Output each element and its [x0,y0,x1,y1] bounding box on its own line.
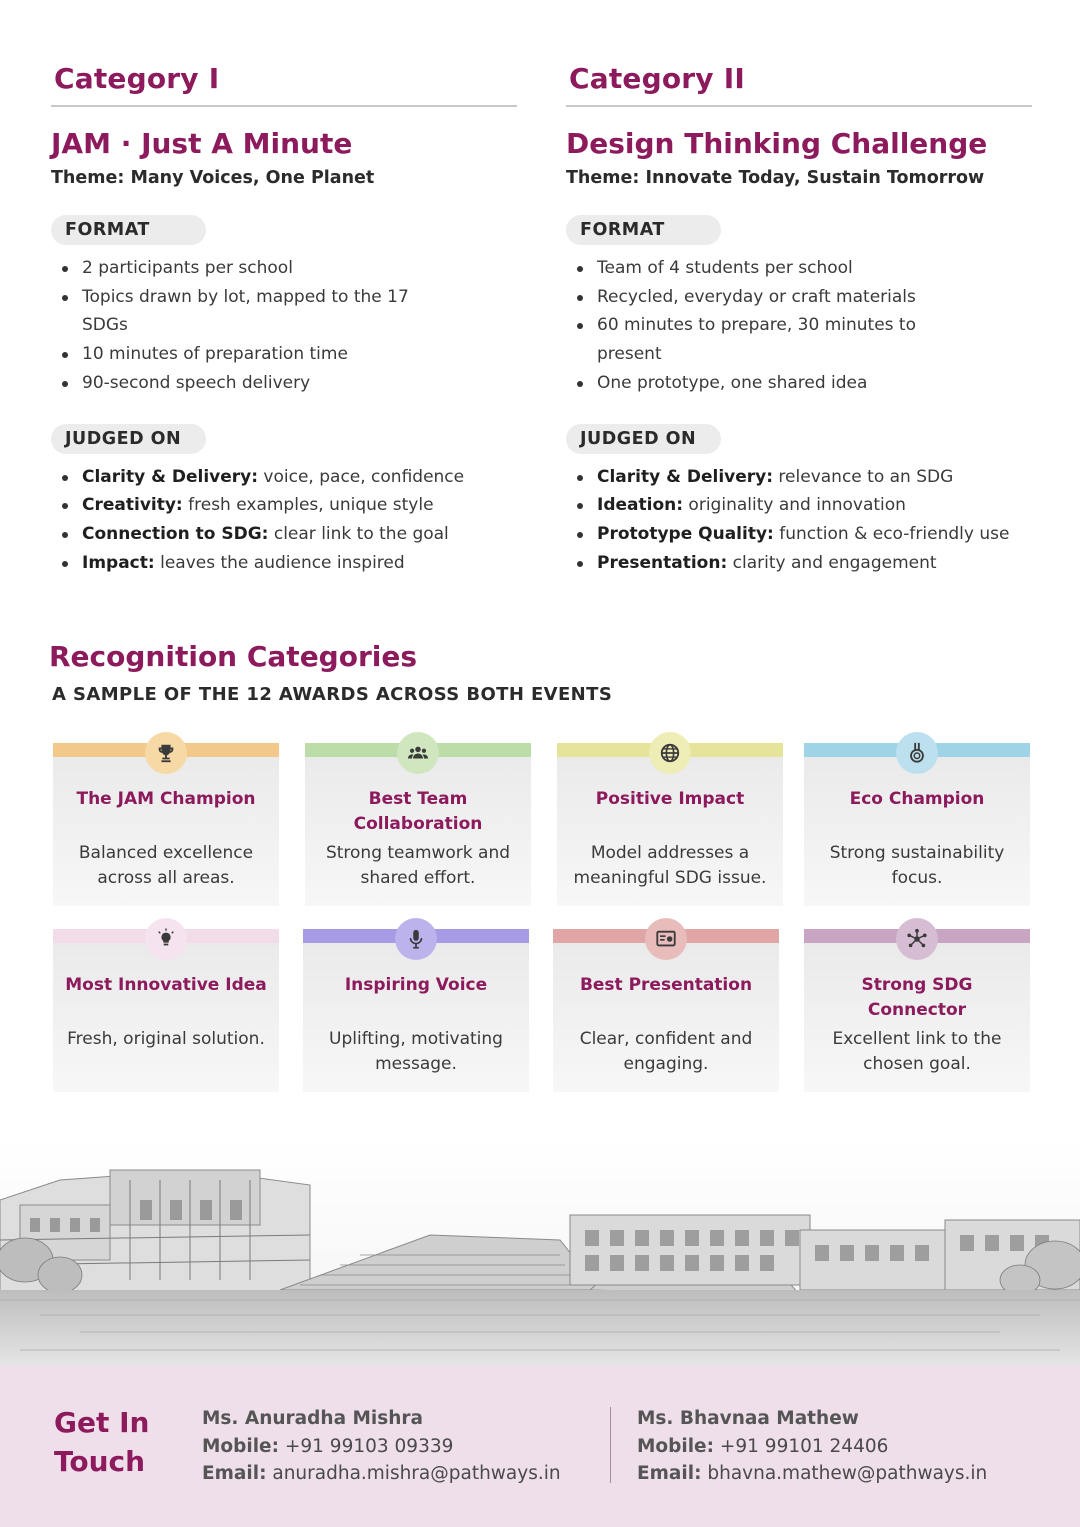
award-title: Best Presentation [579,975,753,995]
contact-email [637,1460,987,1488]
contact-card [637,1405,987,1488]
criterion-text: voice, pace, confidence [258,466,465,487]
list-item [566,491,1032,520]
award-card [804,743,1030,906]
format-list [51,254,517,398]
award-title: Strong SDG Connector [861,975,973,1020]
event-title: Design Thinking Challenge [566,127,988,160]
list-item: 60 minutes to prepare, 30 minutes to present [566,311,938,368]
contact-footer [0,1365,1080,1527]
globe-icon [649,732,691,774]
category-label: Category II [569,62,745,95]
mobile-label: Mobile: [637,1435,714,1457]
criterion-text: clarity and engagement [727,552,937,573]
category-divider [51,105,517,107]
list-item [51,463,517,492]
criterion-term: Connection to SDG: [82,523,269,544]
award-title: Eco Champion [849,789,985,809]
judged-on-heading: JUDGED ON [51,424,206,454]
judged-on-list [51,463,517,578]
award-description: Uplifting, motivating message. [329,1029,503,1074]
award-card [53,929,279,1092]
campus-illustration [0,1140,1080,1368]
mobile-label: Mobile: [202,1435,279,1457]
category-1-column [51,62,517,577]
get-in-touch-heading: Get In Touch [54,1406,150,1478]
contact-divider [610,1407,611,1483]
criterion-term: Clarity & Delivery: [82,466,259,487]
microphone-icon [395,918,437,960]
format-heading: FORMAT [51,215,206,245]
award-card [303,929,529,1092]
email-label: Email: [202,1463,267,1484]
team-icon [397,732,439,774]
criterion-text: fresh examples, unique style [182,495,434,516]
trophy-icon [145,732,187,774]
contact-mobile [202,1433,561,1461]
award-title: Positive Impact [595,789,745,809]
criterion-term: Prototype Quality: [597,523,774,544]
network-icon [896,918,938,960]
list-item: One prototype, one shared idea [566,369,938,398]
event-title: JAM · Just A Minute [51,127,353,160]
recognition-subtitle: A SAMPLE OF THE 12 AWARDS ACROSS BOTH EVENTS [52,684,613,705]
award-title: Inspiring Voice [344,975,488,995]
award-card [305,743,531,906]
criterion-term: Presentation: [597,552,728,573]
category-2-column [566,62,1032,577]
award-description: Strong teamwork and shared effort. [325,843,511,888]
award-description: Strong sustainability focus. [829,843,1005,888]
email-address[interactable]: anuradha.mishra@pathways.in [266,1463,561,1484]
judged-on-heading: JUDGED ON [566,424,721,454]
criterion-text: relevance to an SDG [773,466,954,487]
judged-on-list [566,463,1032,578]
criterion-term: Clarity & Delivery: [597,466,774,487]
award-title: The JAM Champion [76,789,256,809]
list-item: 2 participants per school [51,254,411,283]
list-item: 10 minutes of preparation time [51,340,411,369]
award-title: Best Team Collaboration [353,789,483,834]
list-item [51,520,517,549]
mobile-number[interactable]: +91 99103 09339 [279,1435,454,1457]
award-card [553,929,779,1092]
list-item: 90-second speech delivery [51,369,411,398]
list-item: Team of 4 students per school [566,254,938,283]
mobile-number[interactable]: +91 99101 24406 [714,1435,889,1457]
list-item [566,463,1032,492]
criterion-text: leaves the audience inspired [154,552,405,573]
contact-name: Ms. Anuradha Mishra [202,1408,424,1429]
recognition-title: Recognition Categories [49,640,418,673]
award-title: Most Innovative Idea [65,975,267,995]
criterion-term: Ideation: [597,495,684,516]
email-label: Email: [637,1463,702,1484]
award-card [53,743,279,906]
list-item [566,549,1032,578]
medal-icon [896,732,938,774]
list-item [566,520,1032,549]
format-list [566,254,1032,398]
award-description: Balanced excellence across all areas. [78,843,254,888]
criterion-text: clear link to the goal [268,523,449,544]
lightbulb-icon [145,918,187,960]
award-description: Model addresses a meaningful SDG issue. [573,843,767,888]
criterion-text: originality and innovation [683,495,906,516]
list-item [51,549,517,578]
award-description: Clear, confident and engaging. [579,1029,753,1074]
format-heading: FORMAT [566,215,721,245]
award-description: Fresh, original solution. [67,1029,265,1049]
contact-name: Ms. Bhavnaa Mathew [637,1408,859,1429]
presentation-icon [645,918,687,960]
category-label: Category I [54,62,220,95]
award-card [557,743,783,906]
event-theme: Theme: Many Voices, One Planet [51,168,375,188]
contact-mobile [637,1433,987,1461]
criterion-term: Impact: [82,552,155,573]
criterion-text: function & eco-friendly use [773,523,1010,544]
award-card [804,929,1030,1092]
award-description: Excellent link to the chosen goal. [832,1029,1002,1074]
contact-email [202,1460,561,1488]
list-item [51,491,517,520]
contact-card [202,1405,561,1488]
criterion-term: Creativity: [82,495,183,516]
list-item: Recycled, everyday or craft materials [566,283,938,312]
category-divider [566,105,1032,107]
event-theme: Theme: Innovate Today, Sustain Tomorrow [566,168,985,188]
list-item: Topics drawn by lot, mapped to the 17 SDGs [51,283,411,340]
email-address[interactable]: bhavna.mathew@pathways.in [701,1463,988,1484]
